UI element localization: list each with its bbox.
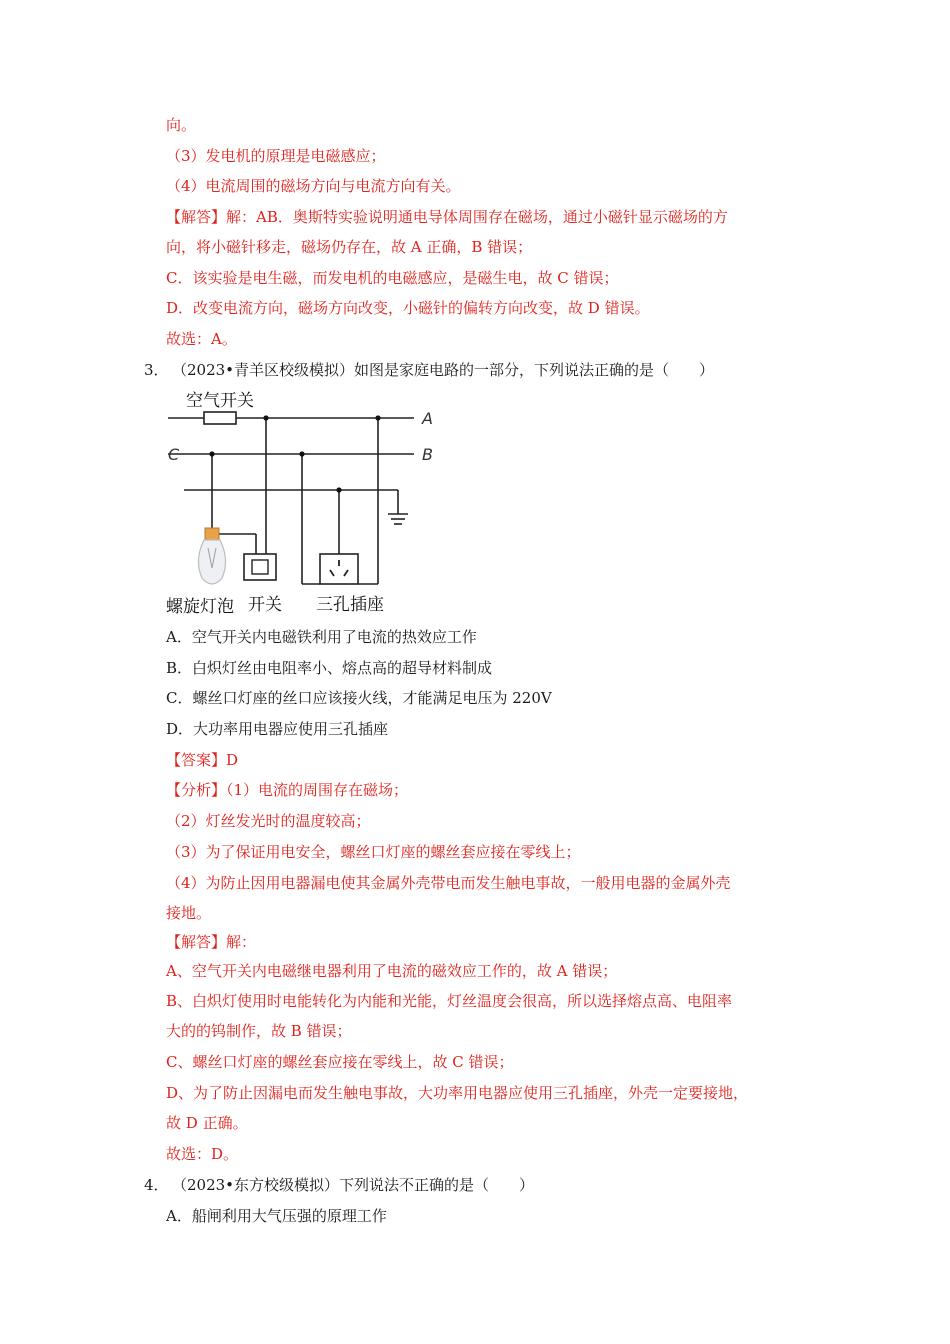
prev-solution-line: 故选：A。 bbox=[166, 330, 237, 348]
option-a: A．空气开关内电磁铁利用了电流的热效应工作 bbox=[166, 628, 477, 646]
analysis-line: 【分析】（1）电流的周围存在磁场； bbox=[166, 781, 409, 799]
prev-solution-line: 向。 bbox=[166, 116, 197, 134]
solution-line: 【解答】解： bbox=[166, 933, 257, 951]
prev-solution-line: C．该实验是电生磁，而发电机的电磁感应，是磁生电，故 C 错误； bbox=[166, 269, 619, 287]
q4-option-a: A．船闸利用大气压强的原理工作 bbox=[166, 1207, 387, 1225]
analysis-line: 接地。 bbox=[166, 904, 212, 922]
question-4-stem: （2023•东方校级模拟）下列说法不正确的是（ ） bbox=[172, 1176, 535, 1194]
solution-line: 故选：D。 bbox=[166, 1145, 239, 1163]
analysis-line: （3）为了保证用电安全，螺丝口灯座的螺丝套应接在零线上； bbox=[166, 843, 581, 861]
prev-solution-line: （3）发电机的原理是电磁感应； bbox=[166, 147, 386, 165]
line-c-label: C bbox=[168, 445, 180, 464]
switch-box bbox=[244, 554, 276, 580]
solution-line: C、螺丝口灯座的螺丝套应接在零线上，故 C 错误； bbox=[166, 1053, 514, 1071]
option-b: B．白炽灯丝由电阻率小、熔点高的超导材料制成 bbox=[166, 659, 493, 677]
line-a-label: A bbox=[422, 409, 433, 428]
prev-solution-line: D．改变电流方向，磁场方向改变，小磁针的偏转方向改变，故 D 错误。 bbox=[166, 299, 650, 317]
line-b-label: B bbox=[422, 445, 433, 464]
solution-line: A、空气开关内电磁继电器利用了电流的磁效应工作的，故 A 错误； bbox=[166, 962, 618, 980]
household-circuit-diagram bbox=[164, 388, 454, 620]
analysis-line: （2）灯丝发光时的温度较高； bbox=[166, 812, 371, 830]
prev-solution-line: 向，将小磁针移走，磁场仍存在，故 A 正确，B 错误； bbox=[166, 238, 533, 256]
prev-solution-line: （4）电流周围的磁场方向与电流方向有关。 bbox=[166, 177, 461, 195]
solution-line: 大的的钨制作，故 B 错误； bbox=[166, 1022, 352, 1040]
solution-line: D、为了防止因漏电而发生触电事故，大功率用电器应使用三孔插座，外壳一定要接地， bbox=[166, 1084, 749, 1102]
solution-line: 故 D 正确。 bbox=[166, 1114, 248, 1132]
option-c: C．螺丝口灯座的丝口应该接火线，才能满足电压为 220V bbox=[166, 689, 552, 707]
solution-line: B、白炽灯使用时电能转化为内能和光能，灯丝温度会很高，所以选择熔点高、电阻率 bbox=[166, 992, 733, 1010]
question-3-number: 3． bbox=[144, 361, 169, 379]
breaker-label: 空气开关 bbox=[186, 391, 254, 411]
analysis-line: （4）为防止因用电器漏电使其金属外壳带电而发生触电事故，一般用电器的金属外壳 bbox=[166, 874, 731, 892]
air-switch bbox=[204, 412, 236, 424]
answer-line: 【答案】D bbox=[166, 751, 239, 769]
socket-label: 三孔插座 bbox=[316, 595, 384, 615]
bulb-label: 螺旋灯泡 bbox=[166, 597, 234, 617]
prev-solution-line: 【解答】解：AB．奥斯特实验说明通电导体周围存在磁场，通过小磁针显示磁场的方 bbox=[166, 208, 728, 226]
question-4-number: 4． bbox=[144, 1176, 169, 1194]
switch-label: 开关 bbox=[248, 595, 282, 615]
bulb-icon bbox=[198, 528, 225, 584]
three-hole-socket bbox=[320, 554, 358, 584]
question-3-stem: （2023•青羊区校级模拟）如图是家庭电路的一部分，下列说法正确的是（ ） bbox=[172, 361, 715, 379]
option-d: D．大功率用电器应使用三孔插座 bbox=[166, 720, 389, 738]
